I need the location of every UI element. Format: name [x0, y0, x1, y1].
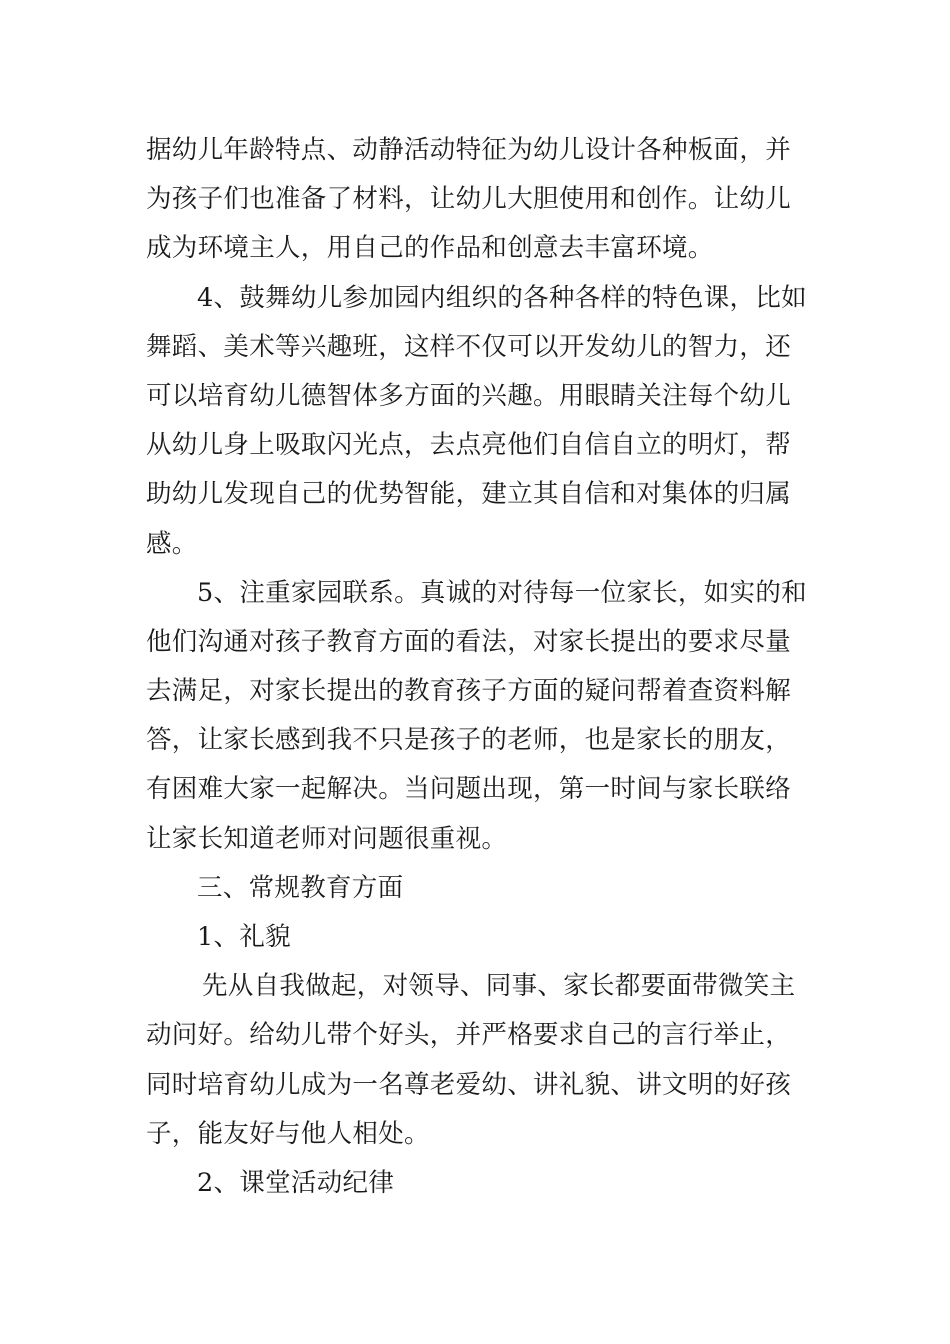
- paragraph-start-4: 4、鼓舞幼儿参加园内组织的各种各样的特色课，比如: [197, 282, 807, 313]
- text-line: 感。: [146, 528, 198, 559]
- text-line: 从幼儿身上吸取闪光点，去点亮他们自信自立的明灯，帮: [146, 430, 792, 461]
- text-line: 答，让家长感到我不只是孩子的老师，也是家长的朋友，: [146, 725, 792, 756]
- paragraph-start-5: 5、注重家园联系。真诚的对待每一位家长，如实的和: [197, 577, 807, 608]
- text-line: 可以培育幼儿德智体多方面的兴趣。用眼睛关注每个幼儿: [146, 380, 792, 411]
- text-line: 同时培育幼儿成为一名尊老爱幼、讲礼貌、讲文明的好孩: [146, 1069, 792, 1100]
- section-heading: 三、常规教育方面: [197, 872, 404, 903]
- text-line: 成为环境主人，用自己的作品和创意去丰富环境。: [146, 233, 714, 264]
- text-line: 舞蹈、美术等兴趣班，这样不仅可以开发幼儿的智力，还: [146, 331, 792, 362]
- subsection-heading-1: 1、礼貌: [197, 922, 291, 952]
- text-line: 子，能友好与他人相处。: [146, 1118, 430, 1149]
- subsection-heading-2: 2、课堂活动纪律: [197, 1167, 395, 1198]
- paragraph-start-courtesy: 先从自我做起，对领导、同事、家长都要面带微笑主: [202, 971, 796, 1002]
- text-line: 动问好。给幼儿带个好头，并严格要求自己的言行举止，: [146, 1020, 792, 1051]
- text-line: 据幼儿年龄特点、动静活动特征为幼儿设计各种板面，并: [146, 135, 792, 165]
- document-body: [146, 126, 806, 1208]
- text-line: 他们沟通对孩子教育方面的看法，对家长提出的要求尽量: [146, 626, 792, 657]
- text-line: 为孩子们也准备了材料，让幼儿大胆使用和创作。让幼儿: [146, 184, 792, 215]
- text-line: 去满足，对家长提出的教育孩子方面的疑问帮着查资料解: [146, 676, 792, 707]
- text-line: 助幼儿发现自己的优势智能，建立其自信和对集体的归属: [146, 479, 792, 510]
- text-line: 让家长知道老师对问题很重视。: [146, 823, 508, 854]
- text-line: 有困难大家一起解决。当问题出现，第一时间与家长联络: [146, 774, 792, 805]
